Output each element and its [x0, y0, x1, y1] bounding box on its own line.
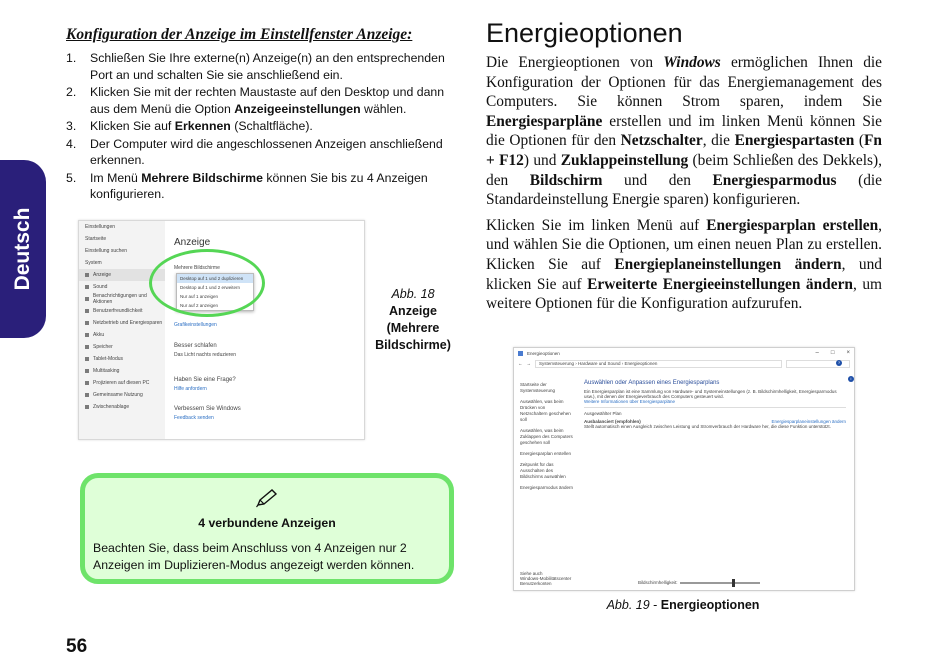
step-number: 3.	[66, 119, 77, 133]
sidebar-item-icon	[85, 405, 89, 409]
figure-19-caption	[513, 598, 853, 612]
main-link: Weitere Informationen über Energiesparpläne	[584, 399, 675, 404]
window-titlebar	[514, 348, 854, 358]
figure-title: Bildschirme)	[375, 338, 451, 352]
section-heading: Konfiguration der Anzeige im Einstellfenster Anzeige:	[66, 26, 413, 43]
brightness-label: Bildschirmhelligkeit:	[638, 580, 678, 585]
body-text: erstellen und im linken Menü können Sie die Optionen für den	[486, 112, 882, 150]
sidebar-item	[79, 257, 165, 269]
display-settings-screenshot	[78, 220, 365, 440]
step-text: Klicken Sie auf	[90, 119, 175, 133]
section-improve: Verbessern Sie Windows	[174, 406, 241, 412]
bottom-link: Benutzerkonten	[520, 581, 552, 586]
emphasis-text: Energiesparmodus	[712, 171, 837, 189]
sidebar-item	[79, 305, 165, 317]
left-link: Auswählen, was beim Zuklappen des Computers geschehen soll	[520, 428, 573, 445]
dropdown-option: Nur auf 2 anzeigen	[180, 303, 219, 308]
sidebar-item	[79, 377, 165, 389]
sidebar-item-label: Gemeinsame Nutzung	[93, 392, 143, 398]
section-better-sleep-text: Das Licht nachts reduzieren	[174, 352, 236, 358]
sidebar-item-icon	[85, 321, 89, 325]
sidebar-item-icon	[85, 357, 89, 361]
sidebar-item	[79, 245, 165, 257]
plan-name: Ausbalanciert (empfohlen)	[584, 419, 641, 424]
body-text: (die Standardeinstellung Energie sparen) konfigurieren.	[486, 171, 882, 209]
left-link: Zeitpunkt für das Ausschalten des Bildschirms auswählen	[520, 462, 566, 479]
highlight-circle	[149, 249, 265, 317]
step-number: 4.	[66, 136, 77, 151]
sidebar-item-label: Multitasking	[93, 368, 120, 374]
bottom-section	[520, 571, 846, 586]
paragraph	[486, 216, 882, 314]
body-text: , die	[702, 132, 735, 150]
help-link: Hilfe anfordern	[174, 386, 207, 392]
step-text: Der Computer wird die angeschlossenen Anzeigen anschließend erkennen.	[90, 136, 443, 167]
emphasis-text: Bildschirm	[529, 171, 603, 189]
step-number: 1.	[66, 51, 77, 65]
dropdown-option: Nur auf 1 anzeigen	[180, 294, 219, 299]
list-item	[66, 84, 462, 117]
back-arrow-icon: ←	[518, 361, 523, 366]
sidebar-item-label: Netzbetrieb und Energiesparen	[93, 320, 163, 326]
sidebar-item-label: System	[85, 260, 102, 266]
body-text: Klicken Sie im linken Menü auf	[486, 216, 707, 234]
body-text: ermöglichen Ihnen die Konfiguration der Optionen für das Energiemanagement des Computers. Sie können Strom sparen, indem Sie	[486, 54, 882, 111]
minimize-icon: –	[815, 350, 819, 356]
sidebar-item-icon	[85, 297, 89, 301]
sidebar-item-label: Anzeige	[93, 272, 112, 278]
sidebar-item	[79, 233, 165, 245]
body-text: , und klicken Sie auf	[486, 255, 882, 293]
info-icon: i	[848, 376, 854, 382]
sidebar-item-label: Tablet-Modus	[93, 356, 124, 362]
figure-title: (Mehrere	[386, 321, 440, 335]
dropdown-option: Desktop auf 1 und 2 duplizieren	[177, 274, 253, 283]
sidebar-item-label: Einstellung suchen	[85, 248, 127, 254]
step-text: Im Menü	[90, 170, 142, 185]
body-text: und den	[602, 171, 713, 189]
note-box	[80, 473, 454, 584]
plan-settings-link: Energiesparplaneinstellungen ändern	[771, 419, 846, 424]
sidebar-item-icon	[85, 333, 89, 337]
step-text: Klicken Sie mit der rechten Maustaste auf den Desktop und dann aus dem Menü die Option	[90, 85, 445, 116]
settings-sidebar	[79, 221, 165, 439]
sidebar-item-icon	[85, 393, 89, 397]
address-bar-row	[518, 359, 850, 368]
help-icon: ?	[837, 360, 841, 365]
sidebar-item	[79, 329, 165, 341]
sidebar-item	[79, 389, 165, 401]
forward-arrow-icon: →	[526, 361, 531, 366]
multiple-displays-label: Mehrere Bildschirme	[174, 265, 220, 271]
step-text: (Schaltfläche).	[230, 119, 313, 133]
graphics-settings-link: Grafikeinstellungen	[174, 322, 217, 328]
maximize-icon: □	[830, 350, 835, 356]
sidebar-item	[79, 365, 165, 377]
figure-title: Energieoptionen	[660, 598, 760, 612]
language-label: Deutsch	[11, 207, 34, 291]
sidebar-item-label: Sound	[93, 284, 108, 290]
sidebar-item-icon	[85, 309, 89, 313]
emphasis-text: Energiespartasten	[734, 132, 855, 150]
sidebar-item	[79, 353, 165, 365]
body-text: Die Energieoptionen von	[486, 54, 664, 71]
figure-number: Abb. 18	[391, 287, 435, 301]
list-item	[66, 118, 462, 135]
sidebar-item-label: Zwischenablage	[93, 404, 130, 410]
feedback-link: Feedback senden	[174, 415, 214, 421]
list-item	[66, 136, 462, 169]
emphasis-text: Energiesparpläne	[486, 112, 603, 130]
emphasis-text: Zuklappeinstellung	[560, 151, 689, 169]
figure-number: Abb. 19	[606, 598, 650, 612]
brightness-slider	[680, 582, 760, 584]
step-emphasis: Erkennen	[174, 119, 231, 133]
sidebar-item-label: Benachrichtigungen und Aktionen	[92, 293, 147, 305]
sidebar-item	[79, 317, 165, 329]
language-side-tab	[0, 160, 46, 338]
bottom-link: Windows-Mobilitätscenter	[520, 576, 572, 581]
sidebar-item-label: Startseite	[85, 236, 107, 242]
left-link: Auswählen, was beim Drücken von Netzschaltern geschehen soll	[520, 399, 571, 422]
see-also-label: Siehe auch	[520, 571, 543, 576]
sidebar-item-icon	[85, 273, 89, 277]
brightness-knob	[732, 579, 735, 587]
emphasis-text: Erweiterte Energieeinstellungen ändern	[587, 275, 853, 293]
right-column	[486, 18, 882, 320]
window-controls	[816, 350, 850, 356]
plan-header: Ausgewählter Plan	[584, 407, 846, 416]
note-title: 4 verbundene Anzeigen	[198, 516, 336, 530]
page-number: 56	[66, 636, 88, 657]
sidebar-item-label: Projizieren auf diesen PC	[93, 380, 150, 386]
emphasis-text: Energieplaneinstellungen ändern	[614, 255, 842, 273]
step-text: wählen.	[360, 101, 407, 116]
left-link: Startseite der Systemsteuerung	[520, 382, 556, 393]
caption-separator: -	[653, 598, 661, 612]
page-title: Energieoptionen	[486, 18, 683, 48]
sidebar-item-icon	[85, 381, 89, 385]
step-text: können Sie bis zu 4 Anzeigen konfigurieren.	[90, 170, 428, 201]
figure-title: Anzeige	[389, 304, 437, 318]
sidebar-item-label: Akku	[93, 332, 105, 338]
section-better-sleep: Besser schlafen	[174, 343, 217, 349]
emphasis-text: Energiesparplan erstellen	[706, 216, 879, 234]
window-icon	[518, 351, 523, 356]
sidebar-item-label: Speicher	[93, 344, 113, 350]
emphasis-text: Windows	[663, 54, 721, 71]
sidebar-item	[79, 401, 165, 413]
step-number: 2.	[66, 85, 77, 99]
sidebar-item	[79, 341, 165, 353]
step-emphasis: Anzeigeeinstellungen	[234, 101, 361, 116]
address-bar: Systemsteuerung › Hardware und Sound › Energieoptionen	[535, 360, 782, 368]
main-panel	[584, 380, 846, 429]
note-body: Beachten Sie, dass beim Anschluss von 4 Anzeigen nur 2 Anzeigen im Duplizieren-Modus angezeigt werden können.	[93, 541, 415, 572]
sidebar-item-label: Benutzerfreundlichkeit	[93, 308, 143, 314]
steps-list	[66, 50, 462, 203]
list-item	[66, 50, 462, 83]
paragraph	[486, 53, 882, 210]
left-link: Energiesparplan erstellen	[520, 451, 572, 456]
pencil-icon	[255, 488, 279, 508]
body-text: (	[854, 132, 865, 150]
power-options-screenshot	[513, 347, 855, 591]
left-column	[66, 26, 462, 204]
emphasis-text: Fn + F12	[486, 132, 882, 169]
window-title: Energieoptionen	[527, 350, 560, 356]
sidebar-item	[79, 221, 165, 233]
step-text: Schließen Sie Ihre externe(n) Anzeige(n) an den entsprechenden Port an und schalten Sie sie anschließend ein.	[90, 51, 445, 82]
body-text: , um weitere Optionen für die Konfiguration aufzurufen.	[486, 275, 882, 313]
emphasis-text: Netzschalter	[620, 132, 703, 150]
step-number: 5.	[66, 170, 77, 185]
step-emphasis: Mehrere Bildschirme	[141, 170, 263, 185]
body-text: , und wählen Sie die Optionen, um einen neuen Plan zu erstellen. Klicken Sie auf	[486, 216, 882, 273]
sidebar-item-label: Einstellungen	[85, 224, 116, 230]
plan-description: Stellt automatisch einen Ausgleich zwischen Leistung und Stromverbrauch der Hardware her, die diese Funktion unterstützt.	[584, 424, 831, 429]
left-link: Energiesparmodus ändern	[520, 485, 574, 490]
close-icon: ×	[846, 350, 850, 356]
body-text: ) und	[523, 151, 561, 169]
figure-18-caption	[364, 286, 462, 354]
sidebar-item-icon	[85, 285, 89, 289]
left-links	[520, 382, 574, 496]
section-question: Haben Sie eine Frage?	[174, 377, 236, 383]
sidebar-item-icon	[85, 345, 89, 349]
display-title: Anzeige	[174, 237, 211, 248]
sidebar-item-icon	[85, 369, 89, 373]
main-heading: Auswählen oder Anpassen eines Energiesparplans	[584, 380, 720, 386]
main-text: Ein Energiesparplan ist eine Sammlung von Hardware- und Systemeinstellungen (z. B. Bildschirmhelligkeit, Energiesparmodus usw.), mit denen der Energieverbrauch des Computers gesteuert wird.	[584, 389, 837, 399]
body-text: (beim Schließen des Dekkels), den	[486, 151, 882, 189]
list-item	[66, 170, 462, 203]
dropdown-option: Desktop auf 1 und 2 erweitern	[180, 285, 241, 290]
